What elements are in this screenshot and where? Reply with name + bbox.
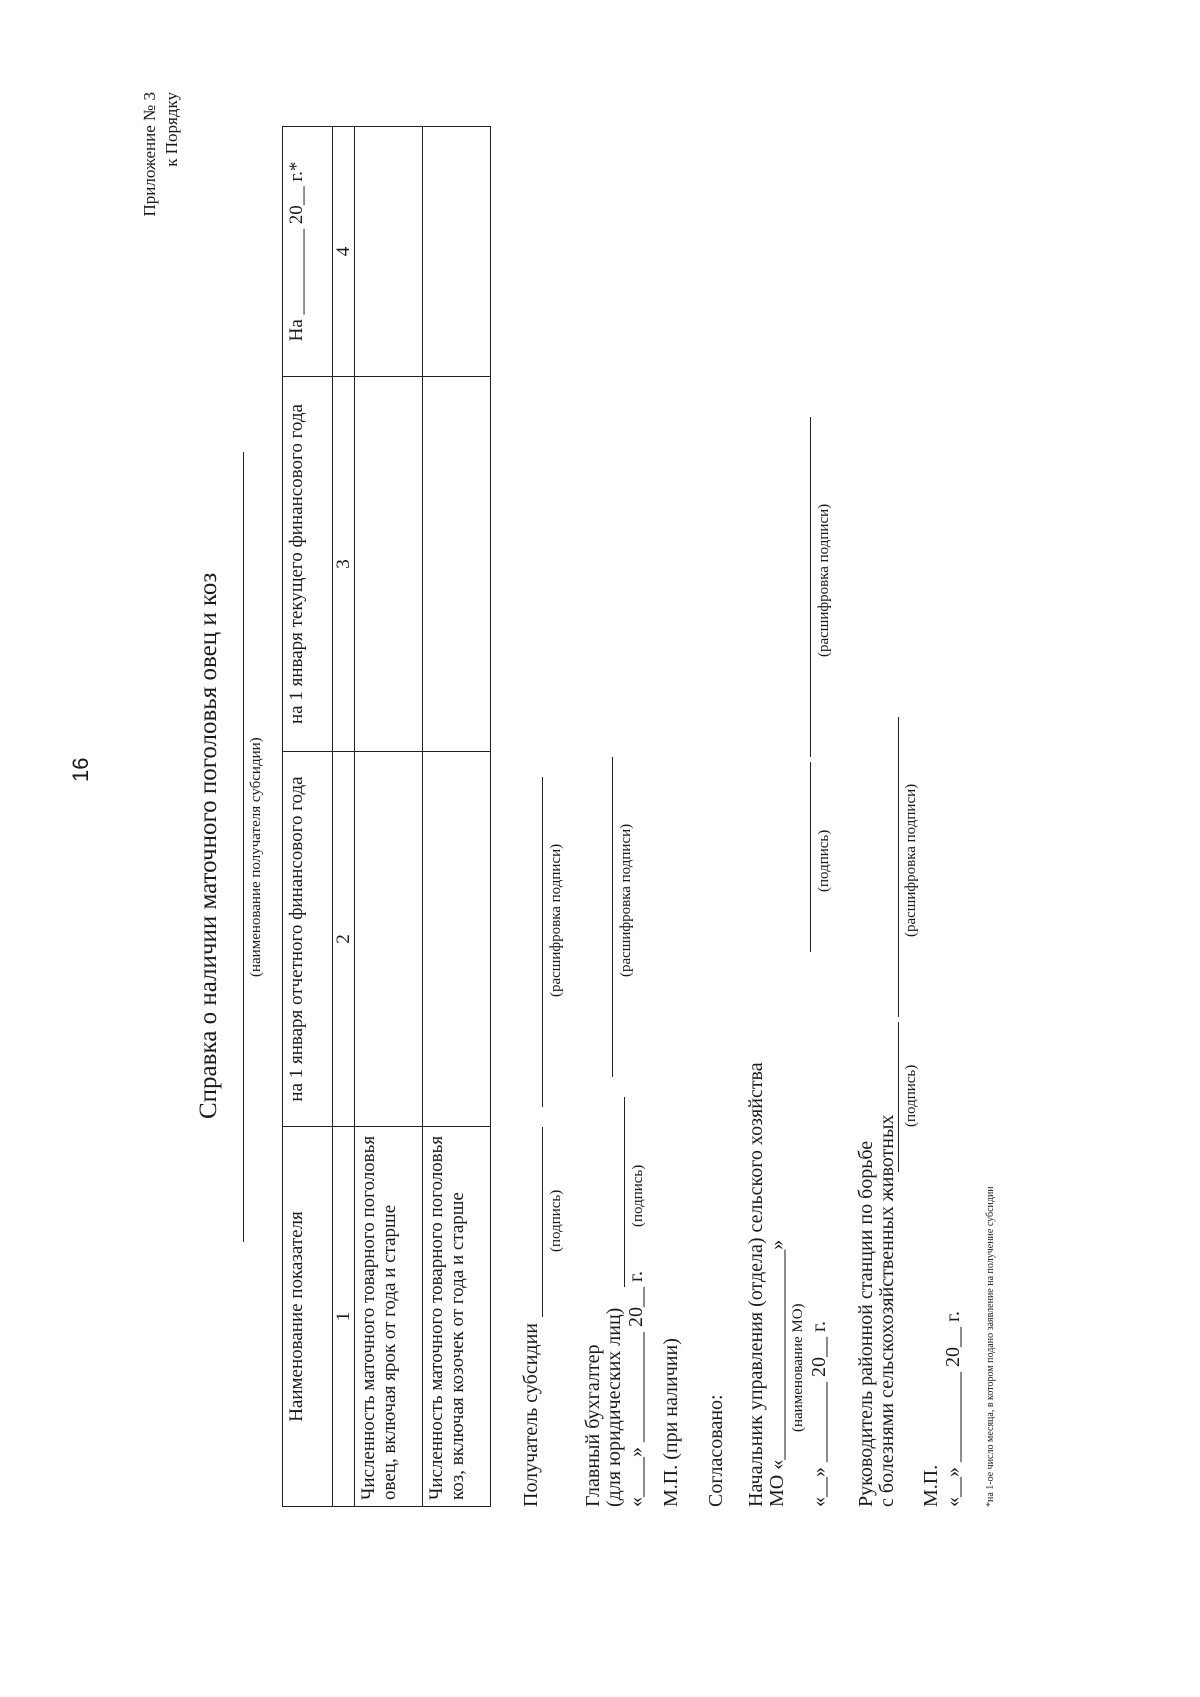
recipient-decode-caption: (расшифровка подписи): [548, 843, 564, 997]
accountant-title: Главный бухгалтер: [582, 1344, 604, 1507]
station-decode-caption: (расшифровка подписи): [903, 783, 919, 937]
accountant-sign-line: [624, 1097, 625, 1287]
cell-value: [423, 377, 491, 752]
row-label-goats: Численность маточного товарного поголовья коз, включая козочек от года и старше: [423, 1127, 491, 1507]
col-number-2: 2: [333, 752, 355, 1127]
cell-value: [423, 127, 491, 377]
row-label-sheep: Численность маточного товарного поголовья овец, включая ярок от года и старше: [355, 1127, 423, 1507]
header-reporting-year: на 1 января отчетного финансового года: [283, 752, 333, 1127]
station-decode-line: [898, 717, 899, 1017]
col-number-4: 4: [333, 127, 355, 377]
cell-value: [355, 127, 423, 377]
accountant-sign-caption: (подпись): [630, 1164, 646, 1227]
accountant-decode-caption: (расшифровка подписи): [618, 823, 634, 977]
head-sign-caption: (подпись): [816, 829, 832, 892]
stamp-label-2: М.П.: [920, 1464, 942, 1507]
head-sign-line: [810, 762, 811, 952]
accountant-decode-line: [612, 757, 613, 1077]
recipient-sign-caption: (подпись): [548, 1189, 564, 1252]
header-indicator: Наименование показателя: [283, 1127, 333, 1507]
footnote: *на 1-ое число месяца, в котором подано заявление на получение субсидии: [985, 1186, 996, 1507]
table-row: [423, 127, 491, 1507]
head-mo-caption: (наименование МО): [790, 1303, 806, 1432]
head-decode-caption: (расшифровка подписи): [816, 503, 832, 657]
header-date: На _________ 20__ г.*: [283, 127, 333, 377]
station-sign-line: [898, 1022, 899, 1172]
recipient-name-caption: (наименование получателя субсидии): [248, 737, 264, 977]
recipient-sign-line: [542, 1127, 543, 1317]
station-sign-caption: (подпись): [903, 1064, 919, 1127]
col-number-3: 3: [333, 377, 355, 752]
table-row: [355, 127, 423, 1507]
station-title-2: с болезнями сельскохозяйственных животных: [876, 1114, 898, 1507]
col-number-1: 1: [333, 1127, 355, 1507]
appendix-line-2: к Порядку: [162, 92, 181, 167]
cell-value: [355, 752, 423, 1127]
recipient-name-line: [243, 452, 244, 1242]
head-decode-line: [810, 417, 811, 757]
cell-value: [423, 752, 491, 1127]
recipient-label: Получатель субсидии: [520, 1323, 542, 1507]
cell-value: [355, 377, 423, 752]
station-title-1: Руководитель районной станции по борьбе: [855, 1140, 877, 1507]
header-current-year: на 1 января текущего финансового года: [283, 377, 333, 752]
appendix-line-1: Приложение № 3: [140, 92, 159, 217]
table-header-row: [283, 127, 333, 1507]
livestock-table: [282, 126, 491, 1507]
accountant-note: (для юридических лиц): [603, 1307, 625, 1507]
table-number-row: [333, 127, 355, 1507]
station-date: «__» _________ 20__ г.: [942, 1311, 964, 1507]
page-number: 16: [68, 757, 93, 782]
stamp-label: М.П. (при наличии): [660, 1338, 682, 1507]
head-date: «__» ________ 20__ г.: [808, 1321, 830, 1507]
agreed-label: Согласовано:: [705, 1394, 727, 1507]
head-mo: МО «_____________________»: [766, 1239, 788, 1507]
recipient-decode-line: [542, 777, 543, 1107]
document-title: Справка о наличии маточного поголовья овец и коз: [195, 572, 222, 1119]
accountant-date: «____» ___________ 20__ г.: [625, 1271, 647, 1507]
head-title: Начальник управления (отдела) сельского хозяйства: [745, 1062, 767, 1507]
